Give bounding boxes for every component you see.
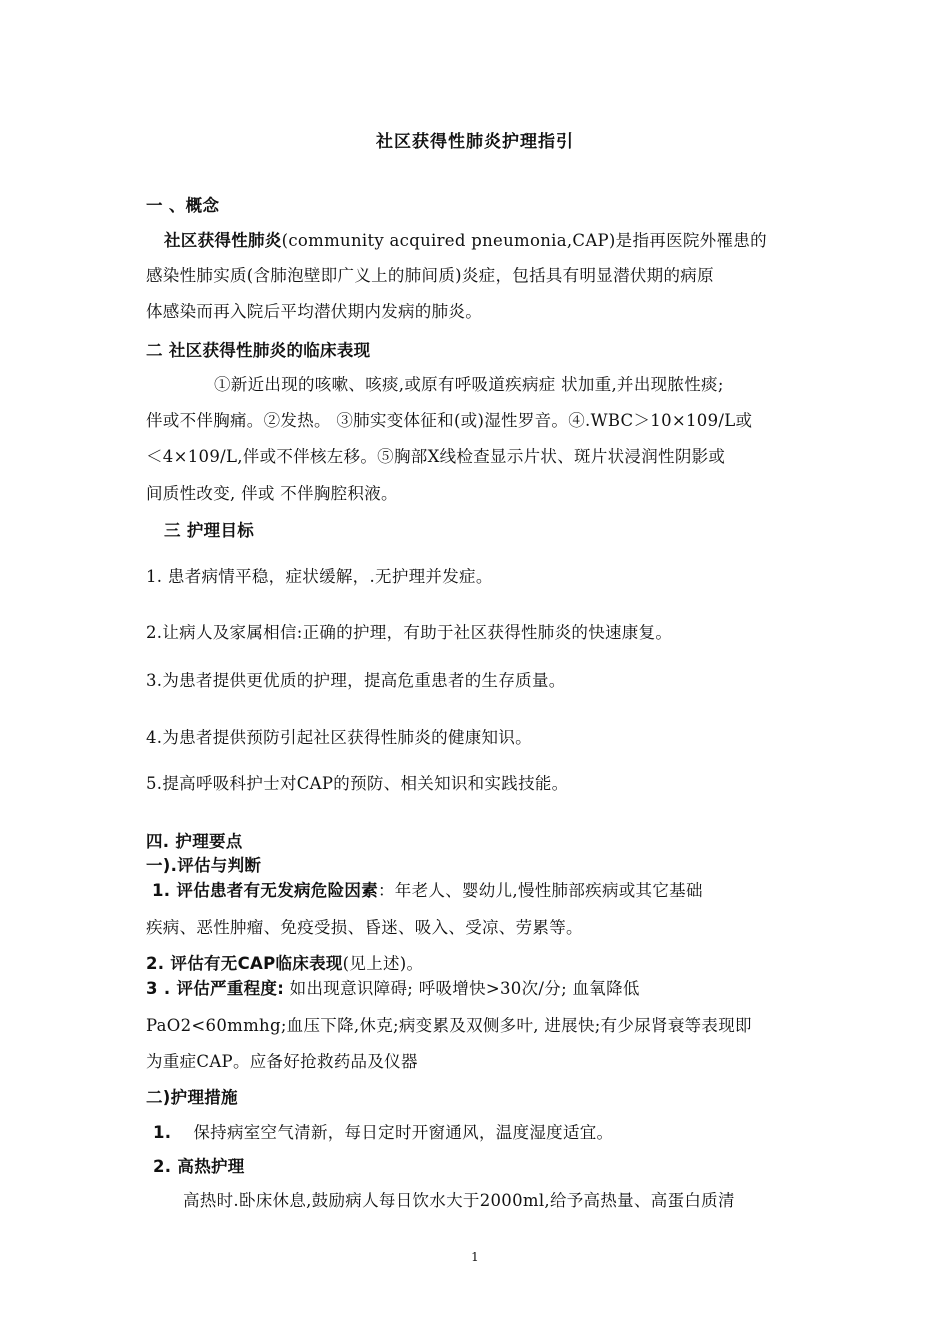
section-2-heading: 二 社区获得性肺炎的临床表现 (146, 341, 371, 360)
subsection-assessment: 一).评估与判断 (146, 856, 262, 875)
section-2-line-1: ①新近出现的咳嗽、咳痰,或原有呼吸道疾病症 状加重,并出现脓性痰; (214, 375, 724, 394)
assessment-1-label: 1. 评估患者有无发病危险因素 (152, 881, 378, 900)
section-1-line-3: 体感染而再入院后平均潜伏期内发病的肺炎。 (146, 302, 482, 321)
assessment-2-label: 2. 评估有无CAP临床表现 (146, 954, 343, 973)
assessment-1-line-2: 疾病、恶性肿瘤、免疫受损、昏迷、吸入、受凉、劳累等。 (146, 918, 583, 937)
page-number: 1 (471, 1250, 479, 1264)
measure-1-number: 1. (153, 1123, 172, 1142)
term: 社区获得性肺炎 (164, 231, 282, 250)
goal-item: 3.为患者提供更优质的护理，提高危重患者的生存质量。 (146, 671, 566, 690)
assessment-3-text: 如出现意识障碍; 呼吸增快>30次/分; 血氧降低 (284, 979, 640, 998)
goal-item: 2.让病人及家属相信:正确的护理，有助于社区获得性肺炎的快速康复。 (146, 623, 673, 642)
assessment-2-text: (见上述)。 (342, 954, 424, 973)
measure-2-heading: 2. 高热护理 (153, 1157, 245, 1176)
subsection-measures: 二)护理措施 (146, 1088, 238, 1107)
goal-item: 4.为患者提供预防引起社区获得性肺炎的健康知识。 (146, 728, 532, 747)
assessment-1 (152, 881, 703, 901)
assessment-3-line-3: 为重症CAP。应备好抢救药品及仪器 (146, 1052, 418, 1071)
goal-item: 1. 患者病情平稳，症状缓解，.无护理并发症。 (146, 567, 493, 586)
measure-2-line-1: 高热时.卧床休息,鼓励病人每日饮水大于2000ml,给予高热量、高蛋白质清 (183, 1191, 735, 1210)
assessment-3-line-2: PaO2<60mmhg;血压下降,休克;病变累及双侧多叶, 进展快;有少尿肾衰等表现即 (146, 1016, 752, 1035)
term-def: (community acquired pneumonia,CAP)是指再医院外罹患的 (281, 231, 767, 250)
section-1-line-1 (164, 231, 767, 251)
section-4-heading: 四. 护理要点 (146, 832, 243, 851)
measure-1-text: 保持病室空气清新，每日定时开窗通风，温度湿度适宜。 (193, 1123, 614, 1142)
goal-item: 5.提高呼吸科护士对CAP的预防、相关知识和实践技能。 (146, 774, 569, 793)
page-title: 社区获得性肺炎护理指引 (376, 132, 574, 152)
assessment-3-label: 3 . 评估严重程度: (146, 979, 285, 998)
measure-1 (153, 1123, 613, 1143)
section-2-line-3: ＜4×109/L,伴或不伴核左移。⑤胸部X线检查显示片状、斑片状浸润性阴影或 (146, 447, 726, 466)
assessment-3 (146, 979, 640, 999)
section-1-heading: 一 、概念 (146, 196, 220, 215)
section-1-line-2: 感染性肺实质(含肺泡壁即广义上的肺间质)炎症，包括具有明显潜伏期的病原 (146, 266, 714, 285)
assessment-2 (146, 954, 423, 974)
section-2-line-2: 伴或不伴胸痛。②发热。 ③肺实变体征和(或)湿性罗音。④.WBC＞10×109/L或 (146, 411, 753, 430)
section-2-line-4: 间质性改变, 伴或 不伴胸腔积液。 (146, 484, 398, 503)
section-3-heading: 三 护理目标 (164, 521, 255, 540)
assessment-1-text: ：年老人、婴幼儿,慢性肺部疾病或其它基础 (378, 881, 703, 900)
